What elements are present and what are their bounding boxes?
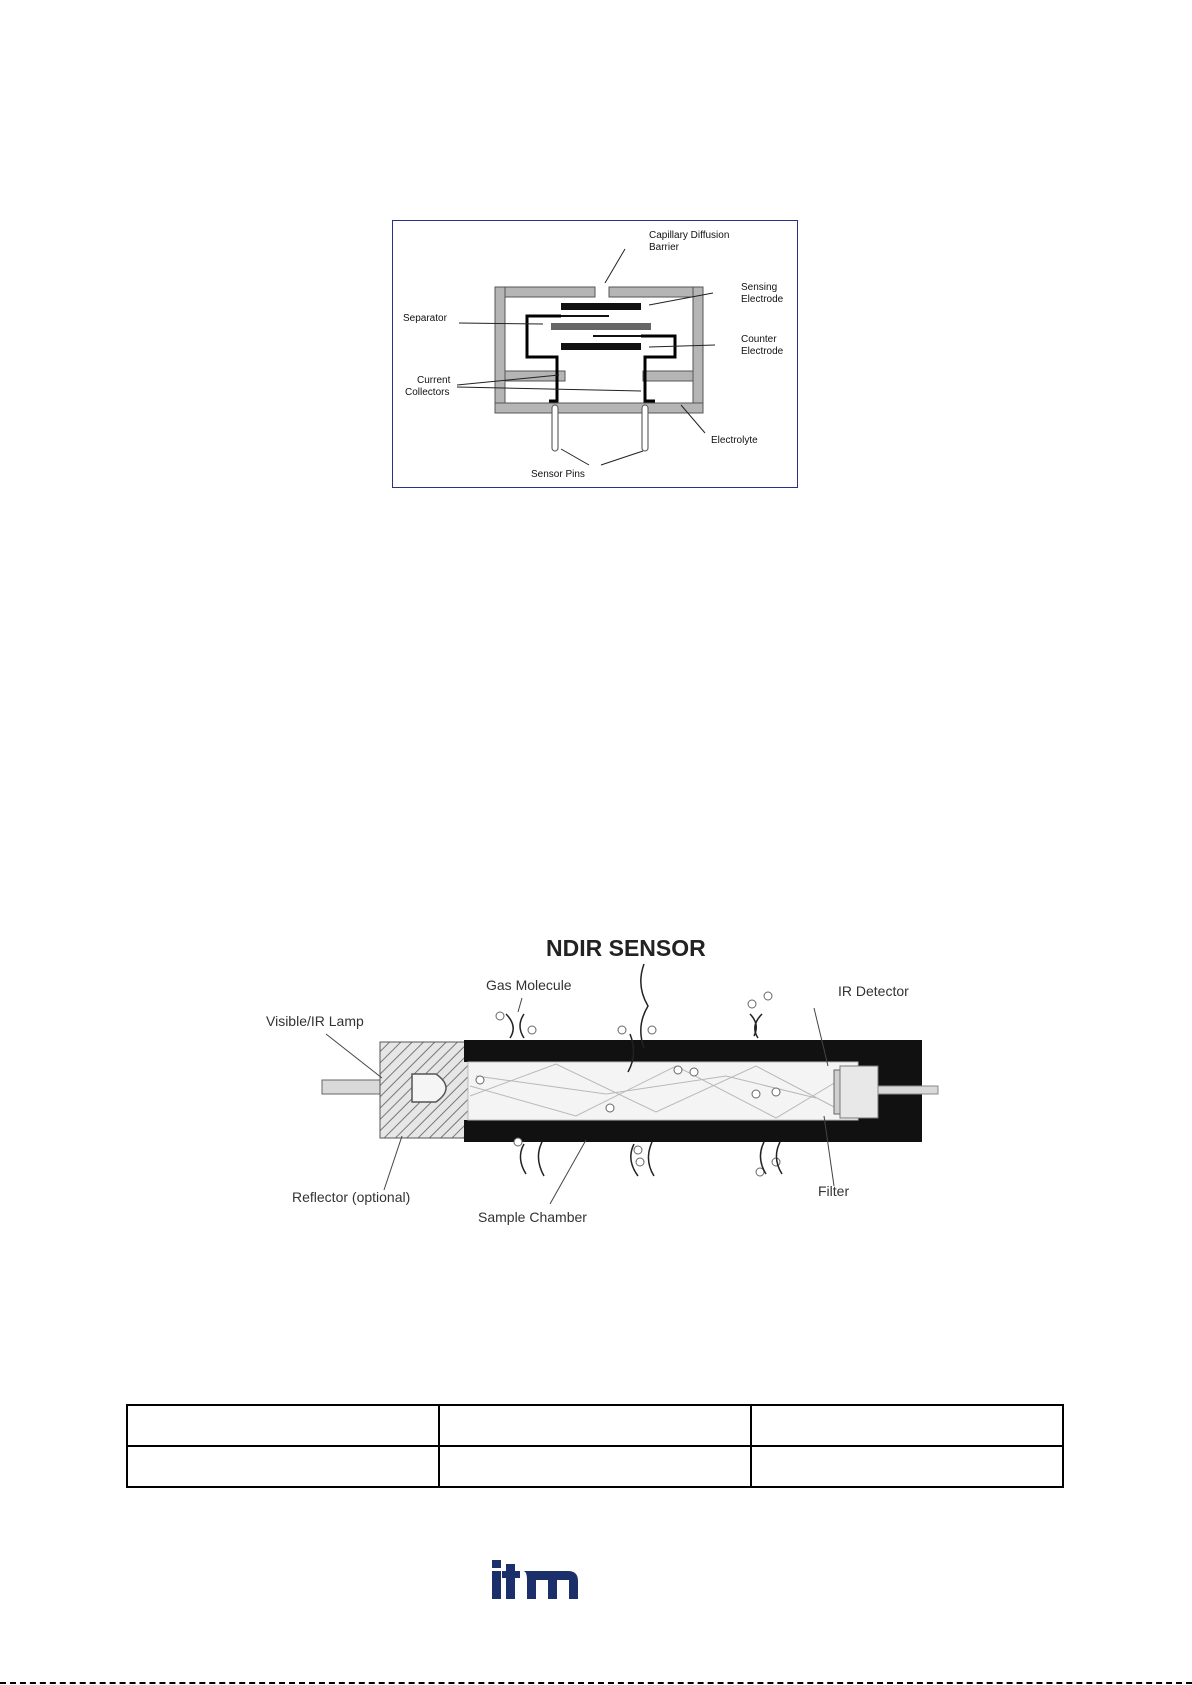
current-collector-right	[641, 336, 675, 401]
label-sensor-pins: Sensor Pins	[531, 469, 585, 480]
table-cell	[751, 1446, 1063, 1487]
label-gas-molecule: Gas Molecule	[486, 977, 572, 993]
label-separator: Separator	[403, 313, 447, 324]
table-cell	[751, 1405, 1063, 1446]
label-electrolyte: Electrolyte	[711, 435, 758, 446]
label-reflector: Reflector (optional)	[292, 1189, 411, 1205]
table-row	[127, 1446, 1063, 1487]
table-cell	[127, 1446, 439, 1487]
table-cell	[127, 1405, 439, 1446]
label-collectors-line1: Current	[417, 375, 451, 386]
itm-logo	[490, 1560, 580, 1602]
lamp-leads	[322, 1080, 386, 1094]
label-capillary-line1: Capillary Diffusion	[649, 230, 730, 241]
ndir-sensor-diagram	[256, 926, 946, 1236]
label-collectors-line2: Collectors	[405, 387, 450, 398]
footer-divider	[0, 1682, 1192, 1684]
ir-detector	[840, 1066, 878, 1118]
separator-plate	[551, 323, 651, 330]
label-ir-detector: IR Detector	[838, 983, 909, 999]
table-cell	[439, 1446, 751, 1487]
label-sample-chamber: Sample Chamber	[478, 1209, 587, 1225]
counter-electrode	[561, 343, 641, 350]
sensor-pin-left	[552, 405, 558, 451]
data-table	[126, 1404, 1064, 1488]
label-sensing-line2: Electrode	[741, 294, 784, 305]
label-counter-line2: Electrode	[741, 346, 784, 357]
label-counter-line1: Counter	[741, 334, 777, 345]
ir-lamp-bulb	[412, 1074, 446, 1102]
label-visible-ir-lamp: Visible/IR Lamp	[266, 1013, 364, 1029]
sample-chamber-bottom-wall	[464, 1120, 860, 1142]
sensing-electrode	[561, 303, 641, 310]
label-sensing-line1: Sensing	[741, 282, 778, 293]
table-cell	[439, 1405, 751, 1446]
electrochemical-sensor-diagram	[392, 220, 798, 488]
label-filter: Filter	[818, 1183, 850, 1199]
sensor-pin-right	[642, 405, 648, 451]
optical-filter	[834, 1070, 840, 1114]
sample-chamber-top-wall	[464, 1040, 860, 1062]
ndir-title: NDIR SENSOR	[546, 935, 706, 961]
label-capillary-line2: Barrier	[649, 242, 680, 253]
detector-lead	[878, 1086, 938, 1094]
sample-chamber-interior	[468, 1062, 858, 1120]
table-row	[127, 1405, 1063, 1446]
